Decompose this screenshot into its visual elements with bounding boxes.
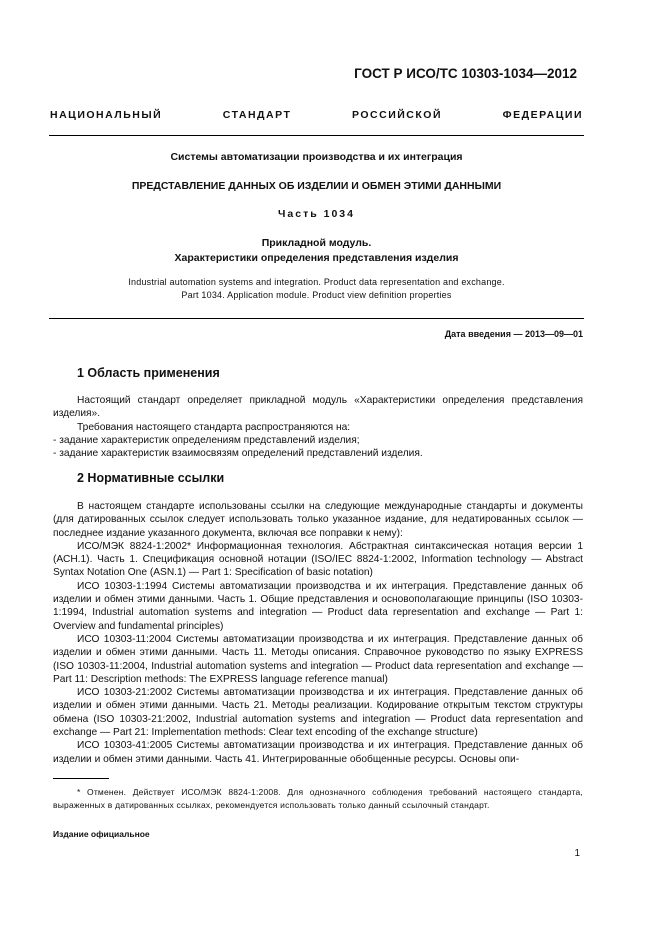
title-module bbox=[49, 236, 584, 266]
title-module-line1: Прикладной модуль. bbox=[261, 237, 372, 249]
section-2-paragraph: В настоящем стандарте использованы ссылки на следующие международные стандарты и документы (для датированных ссылок следует использовать только указанное издание, для недатированных ссылок — последнее издание указанного документа, включая все поправки к нему): bbox=[53, 501, 583, 539]
section-1-heading: 1 Область применения bbox=[77, 366, 220, 380]
section-2-body bbox=[53, 500, 583, 766]
introduction-date: Дата введения — 2013—09—01 bbox=[444, 329, 583, 339]
reference-item: ИСО 10303-1:1994 Системы автоматизации производства и их интеграция. Представление данных об изделии и обмен этими данными. Часть 1. Общие представления и основополагающие принципы (ISO 10303-1:1994, Industrial automation systems and integration — Product data representation and exchange — Part 1: Overview and fundamental principles) bbox=[53, 580, 583, 632]
title-subject: ПРЕДСТАВЛЕНИЕ ДАННЫХ ОБ ИЗДЕЛИИ И ОБМЕН ЭТИМИ ДАННЫМИ bbox=[131, 180, 502, 192]
reference-item: ИСО 10303-11:2004 Системы автоматизации производства и их интеграция. Представление данных об изделии и обмен этими данными. Часть 11. Методы описания. Справочное руководство по языку EXPRESS (ISO 10303-11:2004, Industrial automation systems and integration — Product data representation and exchange — Part 11: Description methods: The EXPRESS language reference manual) bbox=[53, 633, 583, 685]
title-english-line1: Industrial automation systems and integration. Product data representation and exchange. bbox=[128, 277, 505, 287]
document-code: ГОСТ Р ИСО/ТС 10303-1034—2012 bbox=[354, 66, 577, 81]
section-1-paragraph: Требования настоящего стандарта распространяются на: bbox=[77, 421, 351, 433]
section-1-list-item: - задание характеристик определениям представлений изделия; bbox=[53, 434, 360, 446]
section-1-body bbox=[53, 394, 583, 460]
title-english bbox=[49, 276, 584, 302]
section-2-heading: 2 Нормативные ссылки bbox=[77, 471, 225, 485]
title-part: Часть 1034 bbox=[278, 208, 355, 220]
footnote-rule bbox=[53, 778, 109, 779]
national-standard-banner: НАЦИОНАЛЬНЫЙ СТАНДАРТ РОССИЙСКОЙ ФЕДЕРАЦИИ bbox=[50, 109, 583, 121]
section-1-list-item: - задание характеристик взаимосвязям определений представлений изделия. bbox=[53, 448, 423, 460]
reference-item: ИСО 10303-41:2005 Системы автоматизации производства и их интеграция. Представление данных об изделии и обмен этими данными. Часть 41. Интегрированные обобщенные ресурсы. Основы опи- bbox=[53, 740, 583, 765]
header-rule bbox=[49, 135, 584, 136]
official-edition-label: Издание официальное bbox=[53, 829, 150, 839]
reference-item: ИСО 10303-21:2002 Системы автоматизации производства и их интеграция. Представление данных об изделии и обмен этими данными. Часть 21. Методы реализации. Кодирование открытым текстом структуры обмена (ISO 10303-21:2002, Industrial automation systems and integration — Product data representation and exchange — Part 21: Implementation methods: Clear text encoding of the exchange structure) bbox=[53, 687, 583, 739]
section-1-paragraph: Настоящий стандарт определяет прикладной модуль «Характеристики определения представления изделия». bbox=[53, 395, 583, 420]
title-english-line2: Part 1034. Application module. Product view definition properties bbox=[181, 290, 452, 301]
title-series: Системы автоматизации производства и их интеграция bbox=[170, 151, 463, 163]
page-number: 1 bbox=[574, 848, 580, 859]
footnote bbox=[53, 786, 583, 812]
footnote-text: * Отменен. Действует ИСО/МЭК 8824-1:2008. Для однозначного соблюдения требований настоящего стандарта, выраженных в датированных ссылках, рекомендуется использовать только данный ссылочный стандарт. bbox=[53, 787, 583, 810]
title-rule bbox=[49, 318, 584, 319]
title-module-line2: Характеристики определения представления изделия bbox=[174, 252, 459, 264]
reference-item: ИСО/МЭК 8824-1:2002* Информационная технология. Абстрактная синтаксическая нотация версии 1 (АСН.1). Часть 1. Спецификация основной нотации (ISO/IEC 8824-1:2002, Information technology — Abstract Syntax Notation One (ASN.1) — Part 1: Specification of basic notation) bbox=[53, 540, 583, 579]
